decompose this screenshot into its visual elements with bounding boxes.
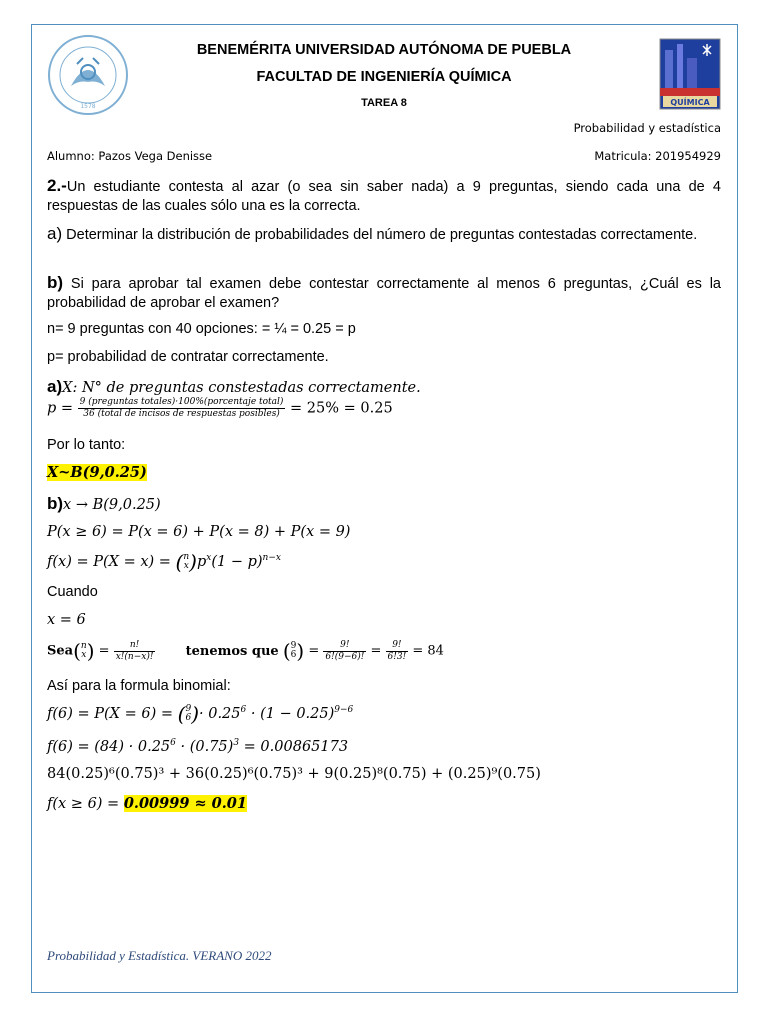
denominator-b: 6!3! [387, 651, 407, 662]
nine-choose-six-fraction [323, 640, 366, 663]
x-equals-6: x = 6 [47, 612, 86, 628]
pmf-binomial: n x [183, 552, 190, 571]
question-a [47, 224, 721, 245]
p-fraction [78, 397, 286, 420]
distribution-result [47, 464, 147, 481]
tenemos-label: tenemos que [185, 643, 279, 659]
part-a-definition [47, 377, 421, 397]
p-line: p= probabilidad de contratar correctamente. [47, 349, 329, 365]
sum-expression: 84(0.25)⁶(0.75)³ + 36(0.25)⁶(0.75)³ + 9(0.25)⁸(0.75) + (0.25)⁹(0.75) [47, 766, 541, 782]
footer-text: Probabilidad y Estadística. VERANO 2022 [47, 948, 272, 963]
student-name: Alumno: Pazos Vega Denisse [47, 149, 213, 163]
distribution-highlight: X~B(9,0.25) [47, 464, 147, 481]
simplified-fraction [386, 640, 409, 663]
course-name: Probabilidad y estadística [573, 121, 721, 135]
nine-factorial-b: 9! [386, 640, 409, 652]
question-b-text: Si para aprobar tal examen debe contestar correctamente al menos 6 preguntas, ¿Cuál es la probabilidad de aprobar el examen? [47, 276, 721, 311]
p-numerator: 9 (preguntas totales)·100%(porcentaje total) [79, 397, 284, 407]
p-ge-6-equation: P(x ≥ 6) = P(x = 6) + P(x = 8) + P(x = 9) [47, 524, 351, 540]
f6-eval-a: f(6) = (84) · 0.25 [47, 738, 171, 755]
part-b-definition [47, 494, 161, 514]
binomial-formula-intro: Así para la formula binomial: [47, 678, 231, 694]
problem-statement [47, 176, 721, 216]
sea-label: Sea [47, 643, 74, 659]
when-text: Cuando [47, 584, 98, 600]
n-line: n= 9 preguntas con 40 opciones: = ¼ = 0.25 = p [47, 321, 356, 337]
therefore-text: Por lo tanto: [47, 437, 126, 453]
university-name: BENEMÉRITA UNIVERSIDAD AUTÓNOMA DE PUEBLA [196, 42, 572, 58]
part-b-def: x → B(9,0.25) [63, 497, 161, 513]
svg-text:1578: 1578 [80, 103, 96, 110]
student-id: Matricula: 201954929 [594, 149, 721, 163]
f6-eval-b: · (0.75) [175, 738, 234, 755]
pmf-lhs: f(x) = P(X = x) = [47, 554, 171, 570]
svg-text:QUÍMICA: QUÍMICA [670, 98, 710, 107]
f6-eval-c: = 0.00865173 [239, 738, 349, 755]
pmf-equation: f(x) = P(X = x) = (n $x)p^x(1 - p)^{n-x}$ [47, 550, 281, 574]
part-b-label: b) [47, 494, 64, 513]
problem-text: Un estudiante contesta al azar (o sea sin saber nada) a 9 preguntas, siendo cada una de 4 respuestas de las cuales sólo una es la correcta. [47, 179, 721, 214]
f6-rhs: · 0.25 [199, 706, 241, 722]
problem-number: 2.- [47, 176, 67, 195]
nx-factorial: x!(n−x)! [115, 651, 154, 662]
f6-evaluation: $f(6) = (84) \cdot 0.25^6 \cdot (0.75)^3 = 0.00865173$ [47, 738, 349, 755]
random-variable-def: X: N° de preguntas constestadas correctamente. [62, 380, 421, 396]
result-84: = 84 [412, 643, 444, 659]
pmf-rhs: p [196, 554, 207, 570]
final-value-highlight: 0.00999 ≈ 0.01 [123, 795, 247, 812]
question-a-text: Determinar la distribución de probabilidades del número de preguntas contestadas correctamente. [62, 227, 698, 243]
p-denominator: 36 (total de incisos de respuestas posibles) [83, 409, 280, 419]
p-result: = 25% = 0.25 [290, 400, 393, 417]
p-calculation [47, 397, 393, 420]
final-lhs: f(x ≥ 6) = [47, 796, 124, 812]
n-choose-x-fraction [114, 640, 156, 663]
sea-equals: = [98, 643, 110, 659]
denominator-a: 6!(9−6)! [325, 651, 365, 662]
faculty-name: FACULTAD DE INGENIERÍA QUÍMICA [256, 69, 512, 85]
part-a-label: a) [47, 377, 63, 396]
final-result [47, 795, 247, 812]
p-lhs: p = [47, 400, 74, 417]
question-b [47, 273, 721, 313]
question-a-label: a) [47, 224, 63, 243]
question-b-label: b) [47, 273, 64, 292]
binomial-coefficient-line: Sea(n x) = $\frac{n!}{x!(n-x)!}$ tenemos que (9 6) = $\frac{9!}{6!(9-6)!}$ = $\frac{9!}{6!3!}$ = 84 [47, 639, 444, 663]
task-title: TAREA 8 [361, 97, 407, 109]
nine-factorial-a: 9! [323, 640, 366, 652]
n-factorial: n! [114, 640, 156, 652]
f6-lhs: f(6) = P(X = 6) = [47, 706, 174, 722]
f6-equation: f(6) = P(X = 6) = (9 $6)\cdot 0.25^6 \cdot (1 - 0.25)^{9-6}$ [47, 702, 354, 726]
